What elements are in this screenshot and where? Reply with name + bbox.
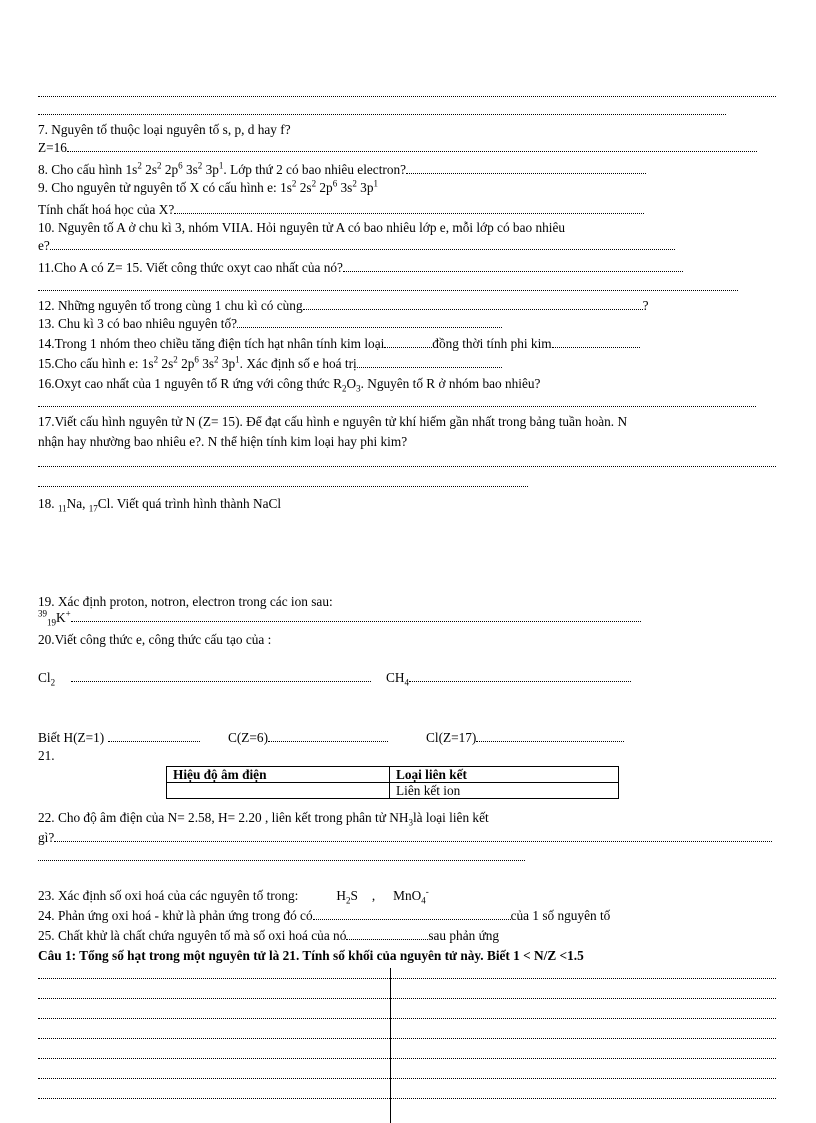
question-9-line2: Tính chất hoá học của X? xyxy=(38,202,644,218)
known-c: C(Z=6) xyxy=(228,730,388,746)
question-12: 12. Những nguyên tố trong cùng 1 chu kì có cùng ? xyxy=(38,298,649,313)
answer-line xyxy=(38,290,738,291)
answer-line xyxy=(38,1058,776,1059)
answer-line xyxy=(38,466,776,467)
answer-line xyxy=(38,96,776,97)
question-17: 17.Viết cấu hình nguyên tử N (Z= 15). Để đạt cấu hình e nguyên tử khí hiếm gần nhất trong bảng tuần hoàn. N xyxy=(38,414,628,429)
question-11: 11.Cho A có Z= 15. Viết công thức oxyt cao nhất của nó? xyxy=(38,260,683,276)
answer-line xyxy=(38,114,726,115)
question-7-given: Z=16 xyxy=(38,140,757,156)
question-19-ion: $^{39}_{19}$K+ xyxy=(38,610,641,626)
answer-line xyxy=(38,978,776,979)
question-18: 18. $_{11}$Na, $_{17}$Cl. Viết quá trình hình thành NaCl xyxy=(38,496,282,514)
table-row xyxy=(167,783,619,799)
bond-table xyxy=(166,766,619,799)
answer-line xyxy=(38,860,525,861)
question-24: 24. Phản ứng oxi hoá - khử là phản ứng trong đó có của 1 số nguyên tố xyxy=(38,908,611,923)
divider-line xyxy=(390,968,391,1123)
question-9: 9. Cho nguyên tử nguyên tố X có cấu hình e: $1s^2$ $2s^2$ $2p^6$ $3s^2$ $3p^1$ xyxy=(38,178,378,195)
question-22-line2: gì? xyxy=(38,830,772,846)
question-22: 22. Cho độ âm điện của N= 2.58, H= 2.20 , liên kết trong phân tử $NH_3là$ loại liên kết xyxy=(38,810,489,828)
question-7: 7. Nguyên tố thuộc loại nguyên tố s, p, d hay f? xyxy=(38,122,291,137)
question-21: 21. xyxy=(38,748,55,763)
question-17-line2: nhận hay nhường bao nhiêu e?. N thể hiện tính kim loại hay phi kim? xyxy=(38,434,408,449)
question-20-ch4: $CH_4$ xyxy=(386,670,631,686)
known-cl: Cl(Z=17) xyxy=(426,730,624,746)
question-20: 20.Viết công thức e, công thức cấu tạo của : xyxy=(38,632,272,647)
cau-1: Câu 1: Tổng số hạt trong một nguyên tử là 21. Tính số khối của nguyên tử này. Biết 1 < N/Z <1.5 xyxy=(38,948,584,963)
answer-line xyxy=(38,1038,776,1039)
table-header-cell: Loại liên kết xyxy=(390,767,619,783)
answer-line xyxy=(38,406,756,407)
answer-line xyxy=(38,486,528,487)
answer-line xyxy=(38,998,776,999)
table-cell: Liên kết ion xyxy=(390,783,619,799)
answer-line xyxy=(38,1078,776,1079)
question-8: 8. Cho cấu hình $1s^2$ $2s^2$ $2p^6$ $3s^2$ $3p^1$. Lớp thứ 2 có bao nhiêu electron? xyxy=(38,162,646,178)
table-header-cell: Hiệu độ âm điện xyxy=(167,767,390,783)
question-10-line2: e? xyxy=(38,238,675,254)
question-13: 13. Chu kì 3 có bao nhiêu nguyên tố? xyxy=(38,316,502,332)
question-20-cl2: $Cl_2$ xyxy=(38,670,371,686)
answer-line xyxy=(38,1018,776,1019)
table-header-row xyxy=(167,767,619,783)
question-19: 19. Xác định proton, notron, electron trong các ion sau: xyxy=(38,594,333,609)
question-25: 25. Chất khử là chất chứa nguyên tố mà số oxi hoá của nó sau phản ứng xyxy=(38,928,500,943)
question-14: 14.Trong 1 nhóm theo chiều tăng điện tích hạt nhân tính kim loại đồng thời tính phi kim xyxy=(38,336,640,352)
question-15: 15.Cho cấu hình e: $1s^2$ $2s^2$ $2p^6$ $3s^2$ $3p^1$. Xác định số e hoá trị xyxy=(38,356,502,372)
known-h: Biết H(Z=1) xyxy=(38,730,200,746)
table-cell[interactable] xyxy=(167,783,390,799)
answer-line xyxy=(38,1098,776,1099)
question-16: 16.Oxyt cao nhất của 1 nguyên tố R ứng với công thức $R_2O_3$. Nguyên tố R ở nhóm bao nhiêu? xyxy=(38,376,541,394)
question-23: 23. Xác định số oxi hoá của các nguyên tố trong: $H_2S$ , MnO$_4$- xyxy=(38,886,429,906)
question-10: 10. Nguyên tố A ở chu kì 3, nhóm VIIA. Hỏi nguyên tử A có bao nhiêu lớp e, mỗi lớp có bao nhiêu xyxy=(38,220,565,235)
